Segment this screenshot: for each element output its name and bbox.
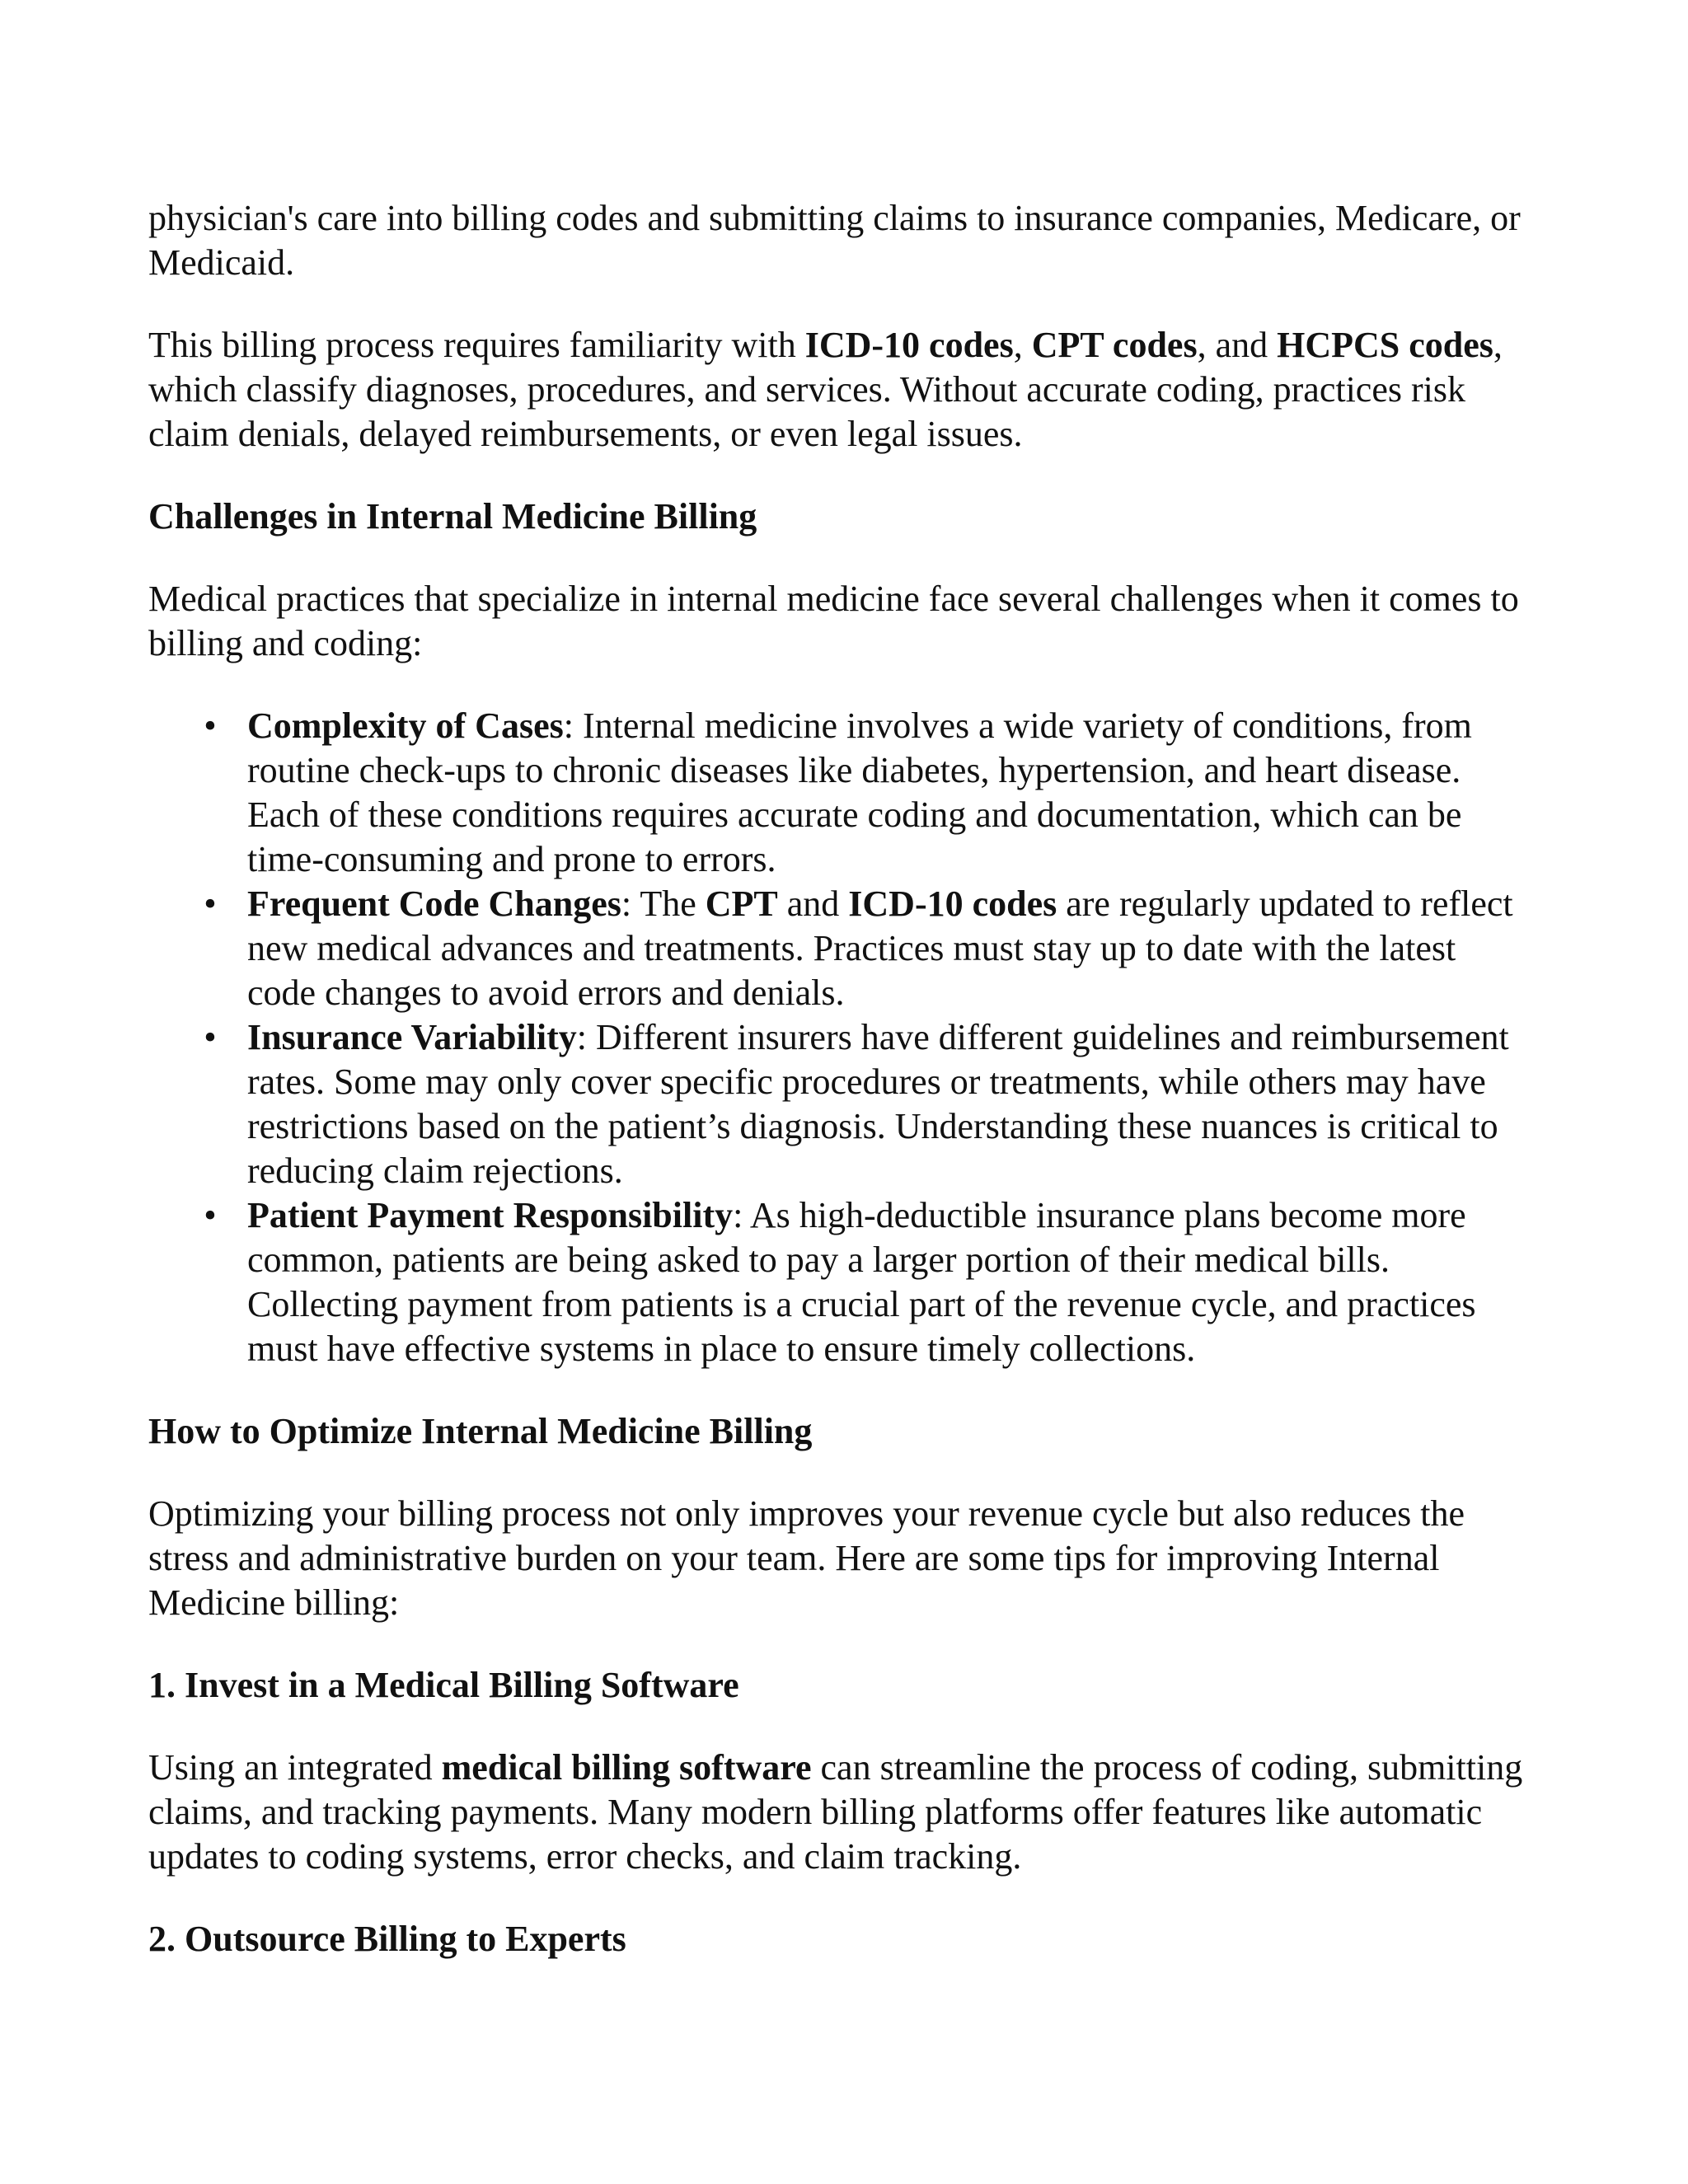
billing-process-paragraph <box>148 323 1533 457</box>
intro-continued-paragraph: physician's care into billing codes and submitting claims to insurance companies, Medicare, or Medicaid. <box>148 198 1521 283</box>
bold-term-icd10: ICD-10 codes <box>804 325 1014 365</box>
document-page <box>148 196 1533 1999</box>
challenges-list <box>204 704 1533 1371</box>
list-item-title: Frequent Code Changes <box>247 883 621 924</box>
tip2-heading: 2. Outsource Billing to Experts <box>148 1919 626 1959</box>
optimize-heading: How to Optimize Internal Medicine Billing <box>148 1411 813 1451</box>
text-run: This billing process requires familiarity with <box>148 325 805 365</box>
list-item-text: : As high-deductible insurance plans become more common, patients are being asked to pay a larger portion of their medical bills. Collecting payment from patients is a crucial part of the revenue cycle, and practices must have effective systems in place to ensure timely collections. <box>247 1195 1476 1369</box>
tip1-heading: 1. Invest in a Medical Billing Software <box>148 1665 739 1705</box>
bullet-icon: • <box>204 1017 217 1057</box>
text-run: Using an integrated <box>148 1747 442 1788</box>
bold-term-software: medical billing software <box>441 1747 812 1788</box>
list-item-title: Insurance Variability <box>247 1017 577 1057</box>
bullet-icon: • <box>204 1195 217 1235</box>
bold-term-cpt: CPT codes <box>1031 325 1198 365</box>
bold-term-icd10: ICD-10 codes <box>848 883 1057 924</box>
text-run: , and <box>1197 325 1278 365</box>
list-item-text: : Different insurers have different guidelines and reimbursement rates. Some may only cover specific procedures or treatments, while others may have restrictions based on the patient’s diagnosis. Understanding these nuances is critical to reducing claim rejections. <box>247 1017 1509 1191</box>
list-item-title: Patient Payment Responsibility <box>247 1195 734 1235</box>
list-item-text: : Internal medicine involves a wide variety of conditions, from routine check-ups to chronic diseases like diabetes, hypertension, and heart disease. Each of these conditions requires accurate coding and documentation, which can be time-consuming and prone to errors. <box>247 705 1472 879</box>
list-item-title: Complexity of Cases <box>247 705 564 746</box>
tip1-paragraph <box>148 1746 1533 1879</box>
bold-term-hcpcs: HCPCS codes <box>1277 325 1493 365</box>
list-item <box>204 1193 1533 1371</box>
challenges-intro-paragraph: Medical practices that specialize in internal medicine face several challenges when it comes to billing and coding: <box>148 579 1519 663</box>
list-item-text: : The <box>621 883 706 924</box>
challenges-heading: Challenges in Internal Medicine Billing <box>148 496 757 537</box>
text-run: , <box>1013 325 1032 365</box>
text-run: , which classify diagnoses, procedures, and services. Without accurate coding, practices risk claim denials, delayed reimbursements, or even legal issues. <box>148 325 1503 454</box>
list-item-text: are regularly updated to reflect new medical advances and treatments. Practices must stay up to date with the latest code changes to avoid errors and denials. <box>247 883 1513 1013</box>
bullet-icon: • <box>204 705 217 746</box>
optimize-intro-paragraph: Optimizing your billing process not only improves your revenue cycle but also reduces the stress and administrative burden on your team. Here are some tips for improving Internal Medicine billing: <box>148 1493 1465 1623</box>
list-item <box>204 704 1533 882</box>
list-item-text: and <box>777 883 849 924</box>
text-run: can streamline the process of coding, submitting claims, and tracking payments. Many modern billing platforms offer features like automatic updates to coding systems, error checks, and claim tracking. <box>148 1747 1523 1877</box>
bold-term-cpt: CPT <box>705 883 778 924</box>
list-item <box>204 882 1533 1015</box>
list-item <box>204 1015 1533 1193</box>
bullet-icon: • <box>204 883 217 924</box>
